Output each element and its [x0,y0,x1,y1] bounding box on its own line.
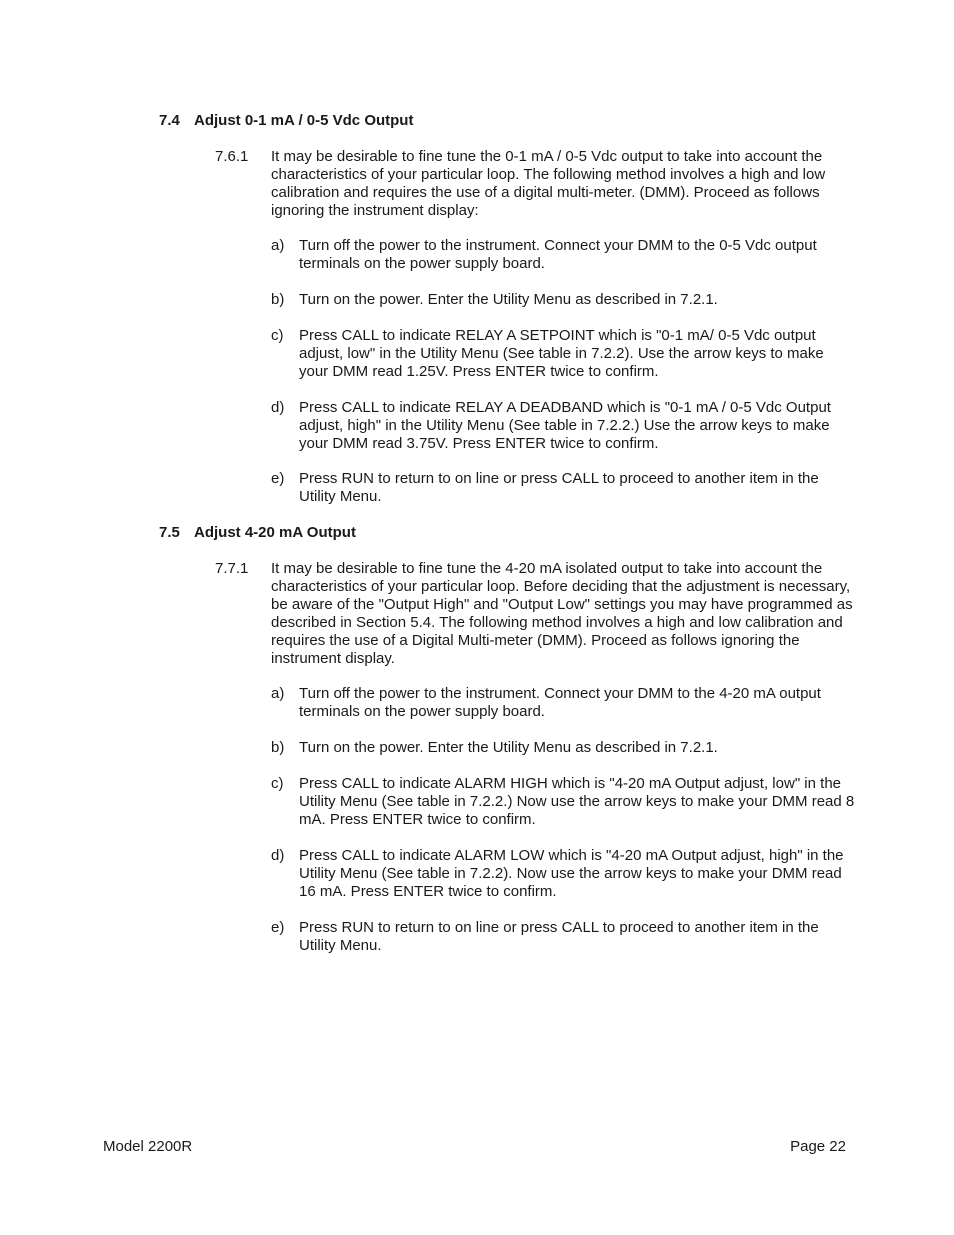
list-item-text: Turn on the power. Enter the Utility Menu as described in 7.2.1. [299,739,718,756]
list-item-letter: c) [271,327,284,344]
section-number: 7.5 [159,524,180,541]
paragraph-number: 7.7.1 [215,560,249,577]
section-number: 7.4 [159,112,180,129]
list-item [271,470,855,506]
list-item-text: Press CALL to indicate ALARM LOW which is "4-20 mA Output adjust, high" in the Utility Menu (See table in 7.2.2). Now use the arrow keys to make your DMM read 16 mA. Press ENTER twice to confirm. [299,847,844,900]
list-item-letter: b) [271,291,285,308]
list-item [271,847,855,901]
list-item-letter: b) [271,739,285,756]
list-item-letter: a) [271,685,285,702]
footer-model: Model 2200R [103,1138,193,1155]
list-item [271,399,855,453]
list-item-text: Turn on the power. Enter the Utility Menu as described in 7.2.1. [299,291,718,308]
section-title: Adjust 4-20 mA Output [194,524,356,541]
section-heading-7-5 [159,524,356,542]
list-item [271,775,855,829]
list-item [271,685,855,721]
list-item-text: Press RUN to return to on line or press CALL to proceed to another item in the Utility Menu. [299,919,819,954]
list-item-text: Turn off the power to the instrument. Connect your DMM to the 4-20 mA output terminals on the power supply board. [299,685,821,720]
section-title: Adjust 0-1 mA / 0-5 Vdc Output [194,112,414,129]
list-item-letter: c) [271,775,284,792]
list-item [271,919,855,955]
footer-page-number: Page 22 [790,1138,846,1155]
list-item [271,291,855,309]
list-item [271,327,855,381]
list-item [271,739,855,757]
paragraph-7-7-1 [215,560,855,668]
paragraph-7-6-1 [215,148,855,220]
list-item-letter: e) [271,919,285,936]
list-item-letter: e) [271,470,285,487]
list-item-letter: d) [271,847,285,864]
list-item [271,237,855,273]
section-heading-7-4 [159,112,413,130]
list-item-letter: d) [271,399,285,416]
list-item-text: Turn off the power to the instrument. Connect your DMM to the 0-5 Vdc output terminals on the power supply board. [299,237,817,272]
paragraph-number: 7.6.1 [215,148,249,165]
paragraph-text: It may be desirable to fine tune the 0-1 mA / 0-5 Vdc output to take into account the characteristics of your particular loop. The following method involves a high and low calibration and requires the use of a digital multi-meter. (DMM). Proceed as follows ignoring the instrument display: [271,148,826,219]
list-item-text: Press CALL to indicate RELAY A DEADBAND which is "0-1 mA / 0-5 Vdc Output adjust, high" in the Utility Menu (See table in 7.2.2.) Use the arrow keys to make your DMM read 3.75V. Press ENTER twice to confirm. [299,399,831,452]
list-item-letter: a) [271,237,285,254]
list-item-text: Press RUN to return to on line or press CALL to proceed to another item in the Utility Menu. [299,470,819,505]
paragraph-text: It may be desirable to fine tune the 4-20 mA isolated output to take into account the characteristics of your particular loop. Before deciding that the adjustment is necessary, be aware of the "Output High" and "Output Low" settings you may have programmed as described in Section 5.4. The following method involves a high and low calibration and requires the use of a Digital Multi-meter (DMM). Proceed as follows ignoring the instrument display. [271,560,853,667]
list-item-text: Press CALL to indicate ALARM HIGH which is "4-20 mA Output adjust, low" in the Utility Menu (See table in 7.2.2.) Now use the arrow keys to make your DMM read 8 mA. Press ENTER twice to confirm. [299,775,855,828]
list-item-text: Press CALL to indicate RELAY A SETPOINT which is "0-1 mA/ 0-5 Vdc output adjust, low" in the Utility Menu (See table in 7.2.2). Use the arrow keys to make your DMM read 1.25V. Press ENTER twice to confirm. [299,327,824,380]
